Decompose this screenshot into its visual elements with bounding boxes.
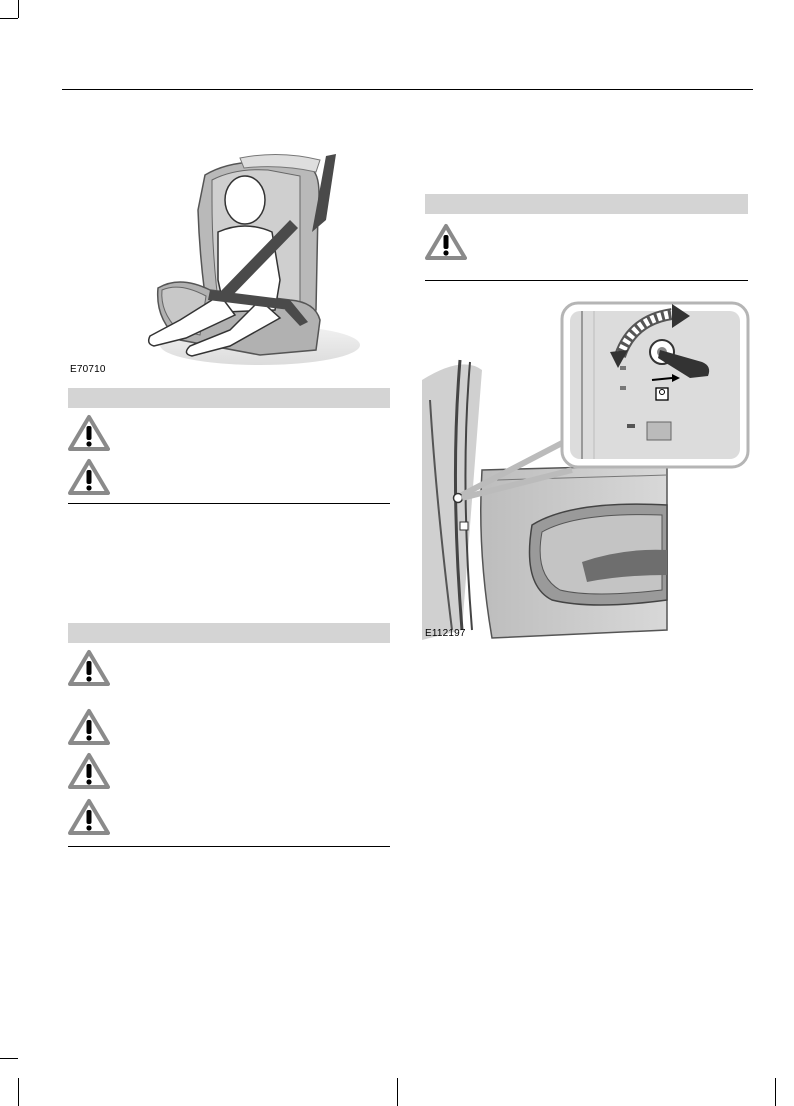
warning-block-end-rule bbox=[68, 846, 390, 847]
crop-mark-top-left bbox=[18, 0, 19, 18]
header-rule bbox=[62, 89, 753, 90]
warning-triangle-icon bbox=[68, 458, 110, 496]
crop-mark-bottom-left bbox=[18, 1078, 19, 1106]
warning-block-end-rule bbox=[425, 280, 748, 281]
warning-triangle-icon bbox=[68, 752, 110, 790]
door-child-lock-illustration bbox=[422, 300, 752, 640]
booster-seat-illustration bbox=[140, 150, 360, 372]
warning-triangle-icon bbox=[68, 649, 110, 687]
warning-block-end-rule bbox=[68, 503, 390, 504]
warning-triangle-icon bbox=[68, 708, 110, 746]
warning-header-bar bbox=[68, 623, 390, 643]
crop-mark-bottom-right bbox=[775, 1078, 776, 1106]
figure-code-booster-seat: E70710 bbox=[70, 364, 106, 375]
crop-mark-bottom-left-h bbox=[0, 1058, 18, 1059]
warning-header-bar bbox=[425, 194, 748, 214]
warning-triangle-icon bbox=[425, 223, 467, 261]
crop-mark-bottom-center bbox=[397, 1078, 398, 1106]
crop-mark-top-left-h bbox=[0, 18, 18, 19]
warning-triangle-icon bbox=[68, 414, 110, 452]
figure-code-door-child-lock: E112197 bbox=[425, 628, 466, 639]
warning-header-bar bbox=[68, 388, 390, 408]
warning-triangle-icon bbox=[68, 798, 110, 836]
